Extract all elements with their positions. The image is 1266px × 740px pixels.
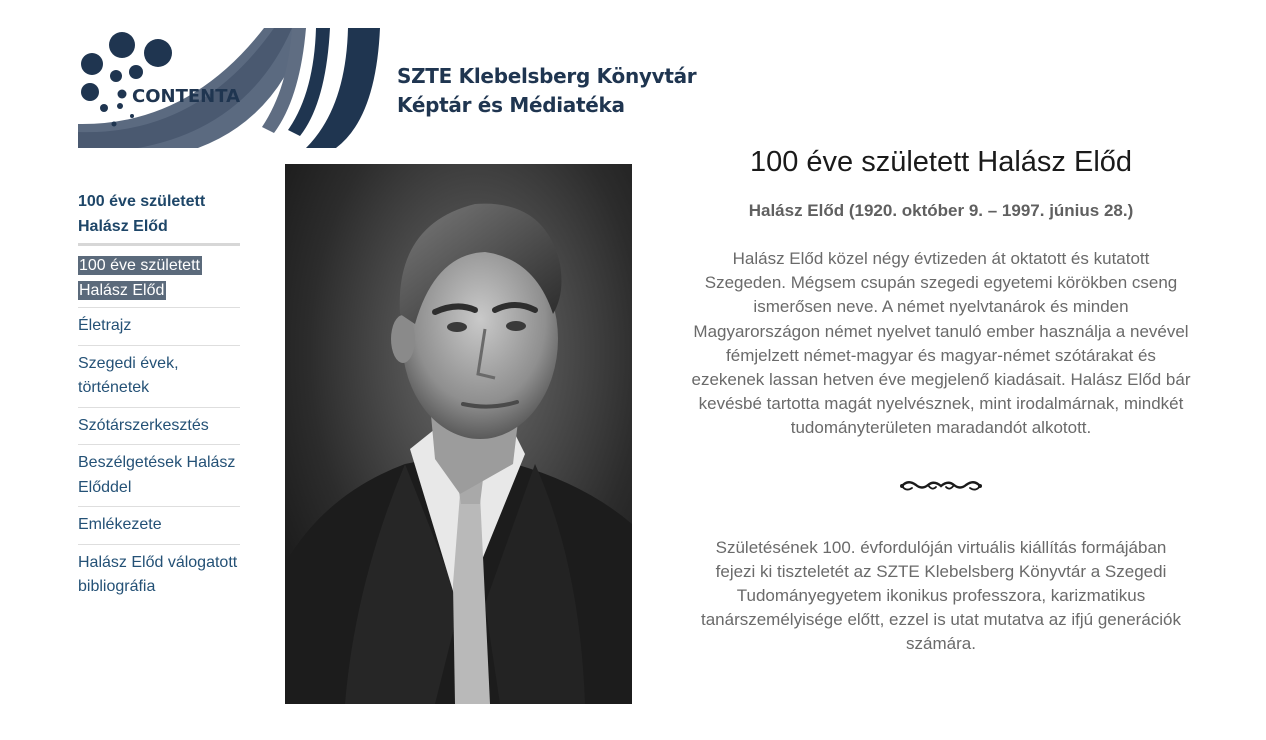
portrait-photo	[285, 164, 632, 704]
exhibition-paragraph: Születésének 100. évfordulóján virtuális kiállítás formájában fejezi ki tiszteletét az SZTE Klebelsberg Könyvtár a Szegedi Tudományegyetem ikonikus professzora, karizmatikus tanárszemélyisége előtt, ezzel is utat mutatva az ifjú generációk számára.	[700, 537, 1182, 654]
main-content	[690, 144, 1192, 657]
sidebar-item-bibliography	[78, 545, 240, 606]
page-subtitle: Halász Előd (1920. október 9. – 1997. június 28.)	[748, 201, 1134, 220]
org-name-line1: SZTE Klebelsberg Könyvtár	[397, 64, 697, 88]
intro-paragraph: Halász Előd közel négy évtizeden át oktatott és kutatott Szegeden. Mégsem csupán szegedi egyetemi körökben cseng ismerősen neve. A német nyelvtanárok és minden Magyarországon német nyelvet tanuló ember használja a nevével fémjelzett német-magyar és magyar-német szótárakat és ezekenek lassan hetven éve megjelenő kiadásait. Halász Előd bár kevésbé tartotta magát nyelvésznek, mint irodalmárnak, mindkét tudományterületen maradandót alkotott.	[691, 249, 1191, 438]
sidebar-item-biography	[78, 308, 240, 346]
sidebar-item-szeged-years	[78, 346, 240, 408]
sidebar-item-memory-link[interactable]: Emlékezete	[78, 516, 162, 533]
sidebar-item-memory	[78, 507, 240, 545]
logo-text: CONTENTA	[132, 86, 241, 107]
sidebar-item-home-link[interactable]: 100 éve született Halász Előd	[79, 257, 200, 299]
contenta-logo[interactable]	[78, 28, 380, 148]
page-title: 100 éve született Halász Előd	[749, 146, 1133, 178]
ornament-divider-icon	[898, 477, 984, 495]
sidebar-item-szeged-years-link[interactable]: Szegedi évek, történetek	[78, 354, 179, 396]
org-name-line2: Képtár és Médiatéka	[397, 93, 625, 117]
sidebar-item-biography-link[interactable]: Életrajz	[78, 317, 132, 334]
sidebar-item-conversations	[78, 445, 240, 507]
sidebar-item-conversations-link[interactable]: Beszélgetések Halász Előddel	[78, 454, 236, 496]
sidebar-item-dictionary-editing	[78, 408, 240, 446]
sidebar-item-dictionary-editing-link[interactable]: Szótárszerkesztés	[78, 416, 209, 434]
sidebar-nav	[78, 189, 240, 606]
sidebar-item-bibliography-link[interactable]: Halász Előd válogatott bibliográfia	[78, 553, 238, 595]
sidebar-item-home	[78, 246, 240, 308]
sidebar-title-link[interactable]: 100 éve született Halász Előd	[78, 189, 240, 246]
